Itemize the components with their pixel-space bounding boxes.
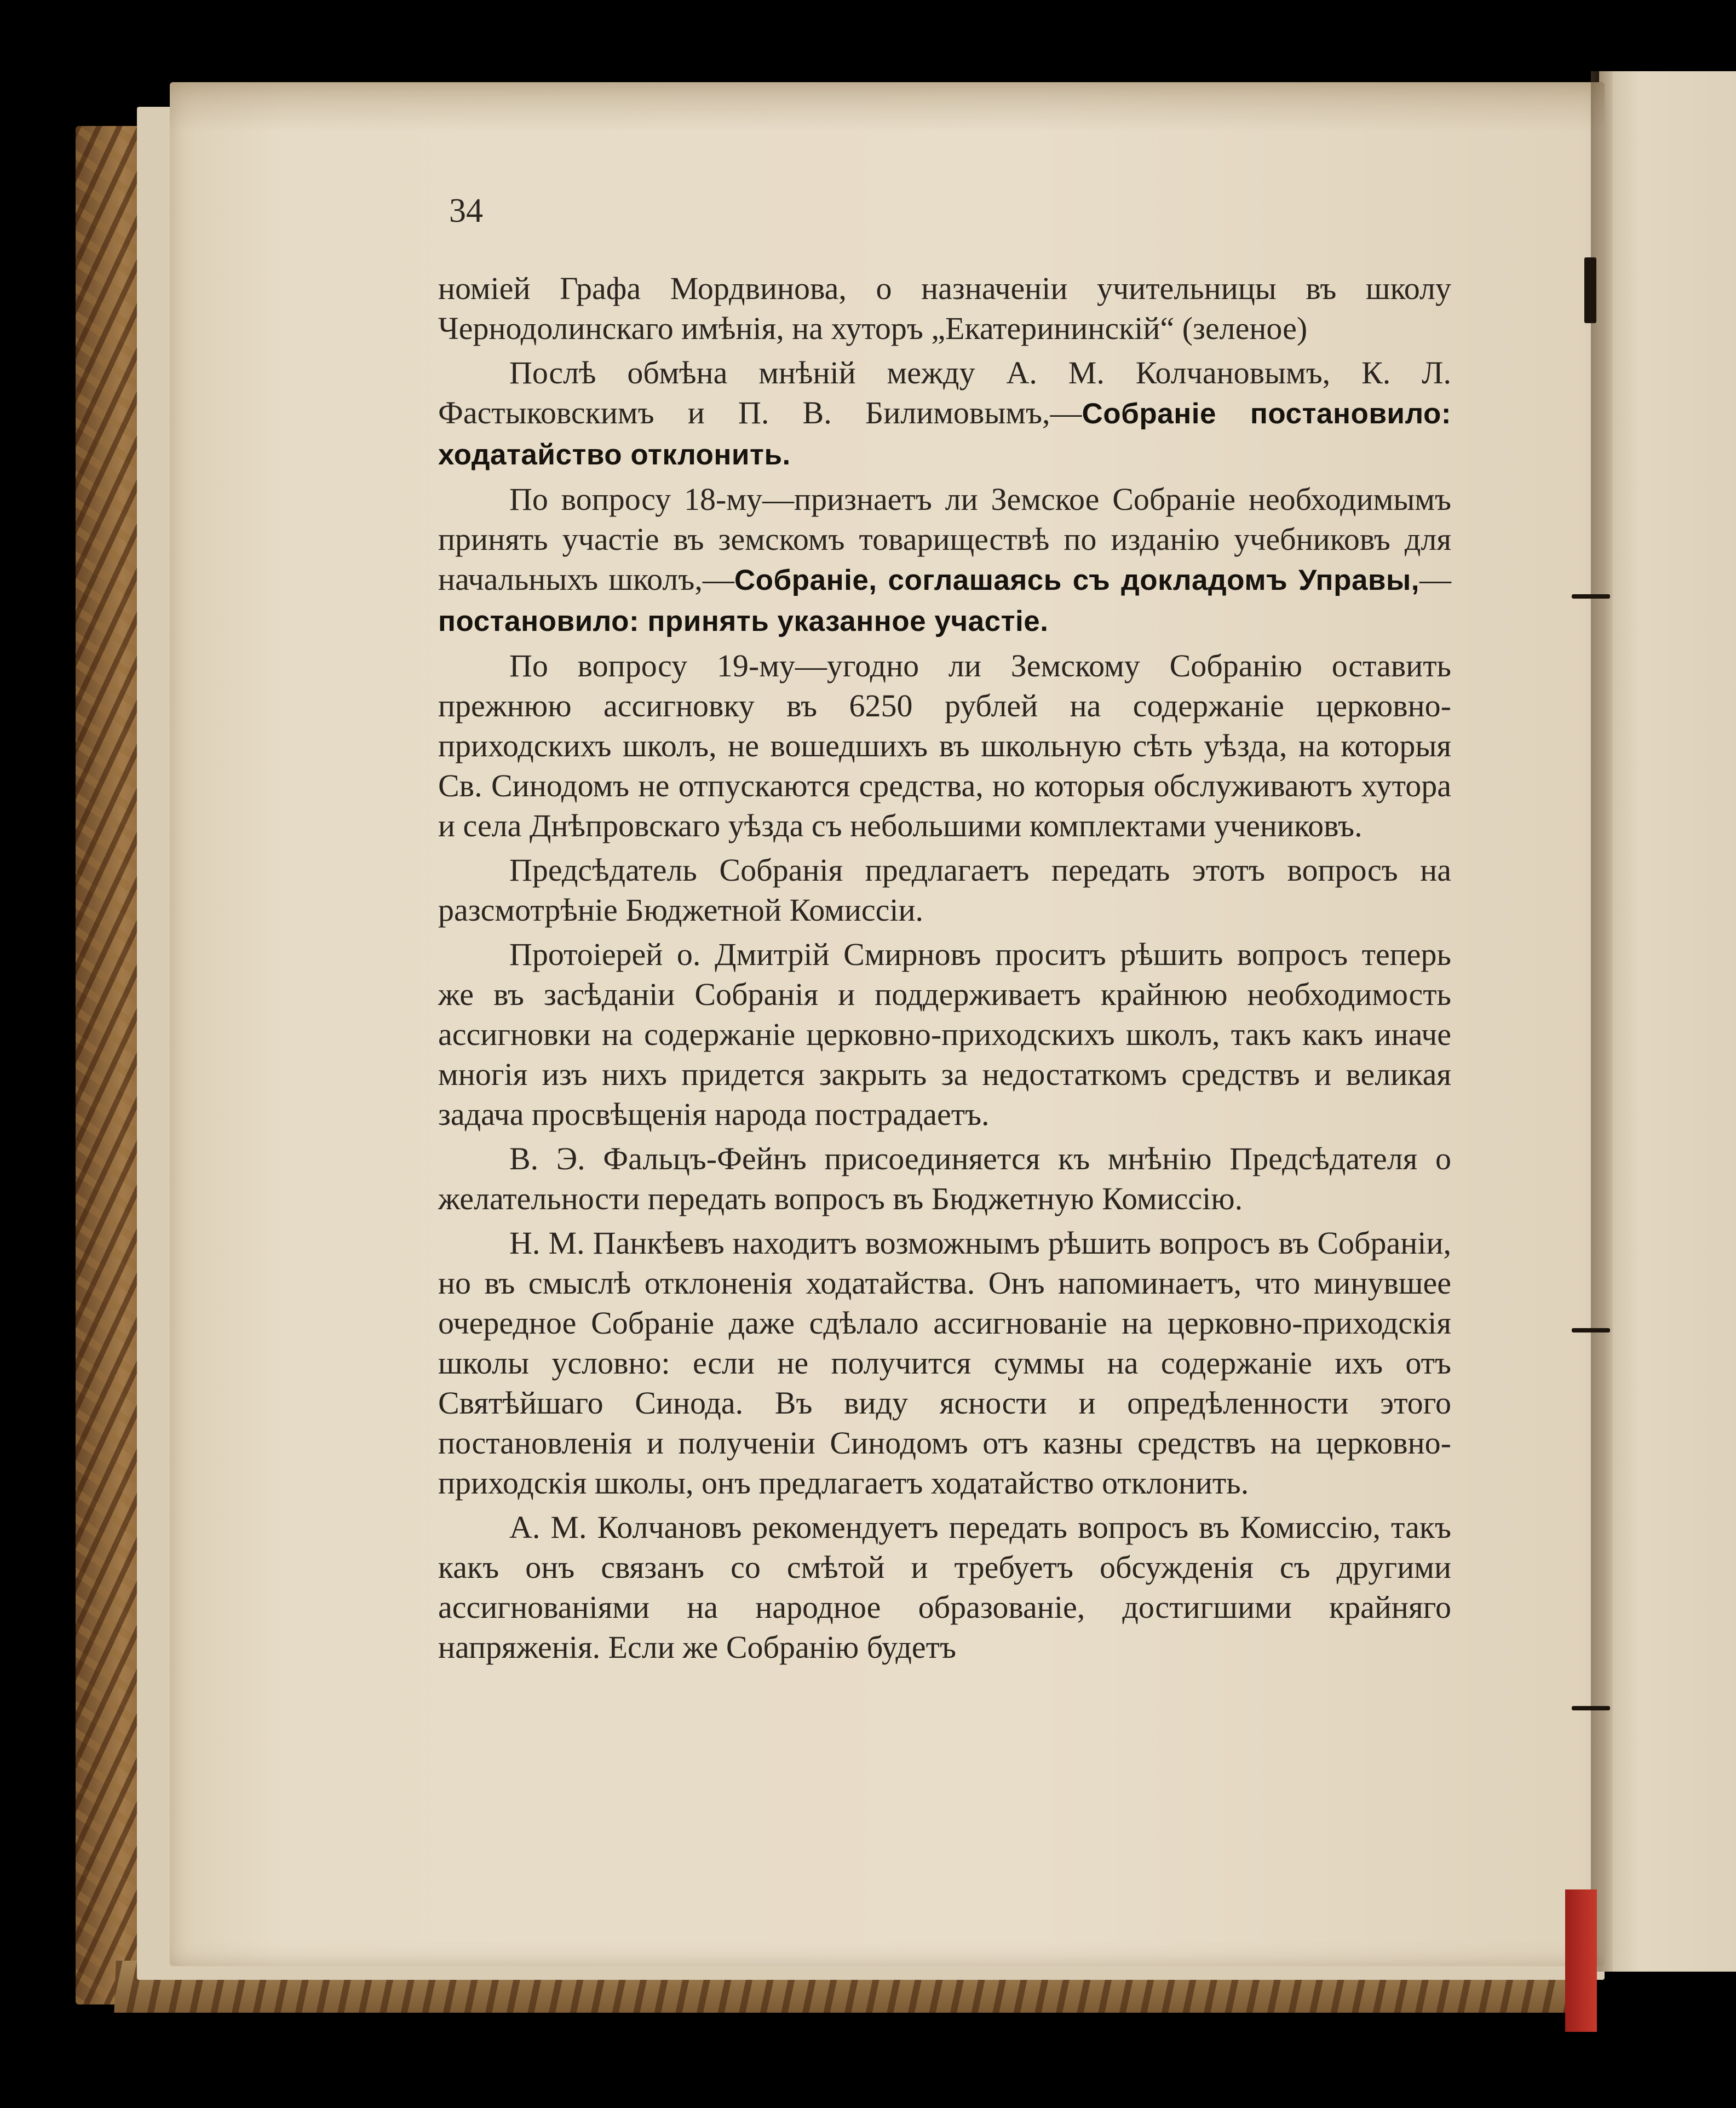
- resolution-text: Собраніе, соглашаясь съ докладомъ Управы,: [734, 564, 1419, 596]
- paragraph: [438, 934, 1451, 1134]
- paragraph-text: А. М. Колчановъ рекомендуетъ передать вопросъ въ Комиссію, такъ какъ онъ связанъ со смѣтой и требуетъ обсужденія съ другими ассигнованіями на народное образованіе, достигшими крайняго напряженія. Если же Собранію будетъ: [438, 1509, 1451, 1665]
- paragraph-text: Предсѣдатель Собранія предлагаетъ передать этотъ вопросъ на разсмотрѣніе Бюджетной Комиссіи.: [438, 852, 1451, 928]
- paragraph: [438, 479, 1451, 641]
- paragraph: [438, 268, 1451, 348]
- paragraph-text: В. Э. Фальцъ-Фейнъ присоединяется къ мнѣнію Предсѣдателя о желательности передать вопросъ въ Бюджетную Комиссію.: [438, 1141, 1451, 1216]
- binding-thread-3: [1572, 1328, 1610, 1332]
- paragraph-text: номіей Графа Мордвинова, о назначеніи учительницы въ школу Чернодолинскаго имѣнія, на хуторъ „Екатерининскій“ (зеленое): [438, 271, 1451, 346]
- red-binding-strip: [1565, 1889, 1597, 2032]
- resolution-text: постановило: принять указанное участіе.: [438, 605, 1049, 637]
- paragraph-text: По вопросу 18-му—признаетъ ли Земское Собраніе необходимымъ принять участіе въ земскомъ товариществѣ по изданію учебниковъ для начальныхъ школъ,—: [438, 481, 1451, 597]
- facing-page-edge: [1599, 71, 1736, 1972]
- page-text-body: [438, 268, 1451, 1672]
- paragraph-text: Н. М. Панкѣевъ находитъ возможнымъ рѣшить вопросъ въ Собраніи, но въ смыслѣ отклоненія ходатайства. Онъ напоминаетъ, что минувшее очередное Собраніе даже сдѣлало ассигнованіе на церковно-приходскія школы условно: если не получится суммы на содержаніе ихъ отъ Святѣйшаго Синода. Въ виду ясности и опредѣленности этого постановленія и полученіи Синодомъ отъ казны средствъ на церковно-приходскія школы, онъ предлагаетъ ходатайство отклонить.: [438, 1225, 1451, 1501]
- paragraph: [438, 1223, 1451, 1503]
- paragraph: [438, 1139, 1451, 1219]
- resolution-text: Собраніе постановило: ходатайство отклонить.: [438, 398, 1451, 471]
- page-top-shadow: [170, 82, 1605, 131]
- page-number: 34: [449, 192, 483, 229]
- paragraph-text: Послѣ обмѣна мнѣній между А. М. Колчановымъ, К. Л. Фастыковскимъ и П. В. Билимовымъ,—: [438, 355, 1451, 430]
- binding-thread-2: [1572, 594, 1610, 599]
- binding-gutter: [1591, 71, 1613, 1972]
- paragraph: [438, 353, 1451, 475]
- binding-thread-1: [1584, 257, 1596, 323]
- paragraph: [438, 646, 1451, 846]
- paragraph-text: По вопросу 19-му—угодно ли Земскому Собранію оставить прежнюю ассигновку въ 6250 рублей на содержаніе церковно-приходскихъ школъ, не вошедшихъ въ школьную сѣть уѣзда, на которыя Св. Синодомъ не отпускаются средства, но которыя обслуживаютъ хутора и села Днѣпровскаго уѣзда съ небольшими комплектами учениковъ.: [438, 648, 1451, 843]
- paragraph-text: Протоіерей о. Дмитрій Смирновъ проситъ рѣшить вопросъ теперь же въ засѣданіи Собранія и поддерживаетъ крайнюю необходимость ассигновки на содержаніе церковно-приходскихъ школъ, такъ какъ иначе многія изъ нихъ придется закрыть за недостаткомъ средствъ и великая задача просвѣщенія народа пострадаетъ.: [438, 937, 1451, 1132]
- paragraph-text: —: [1419, 561, 1451, 597]
- paragraph: [438, 850, 1451, 930]
- binding-thread-4: [1572, 1706, 1610, 1710]
- paragraph: [438, 1507, 1451, 1667]
